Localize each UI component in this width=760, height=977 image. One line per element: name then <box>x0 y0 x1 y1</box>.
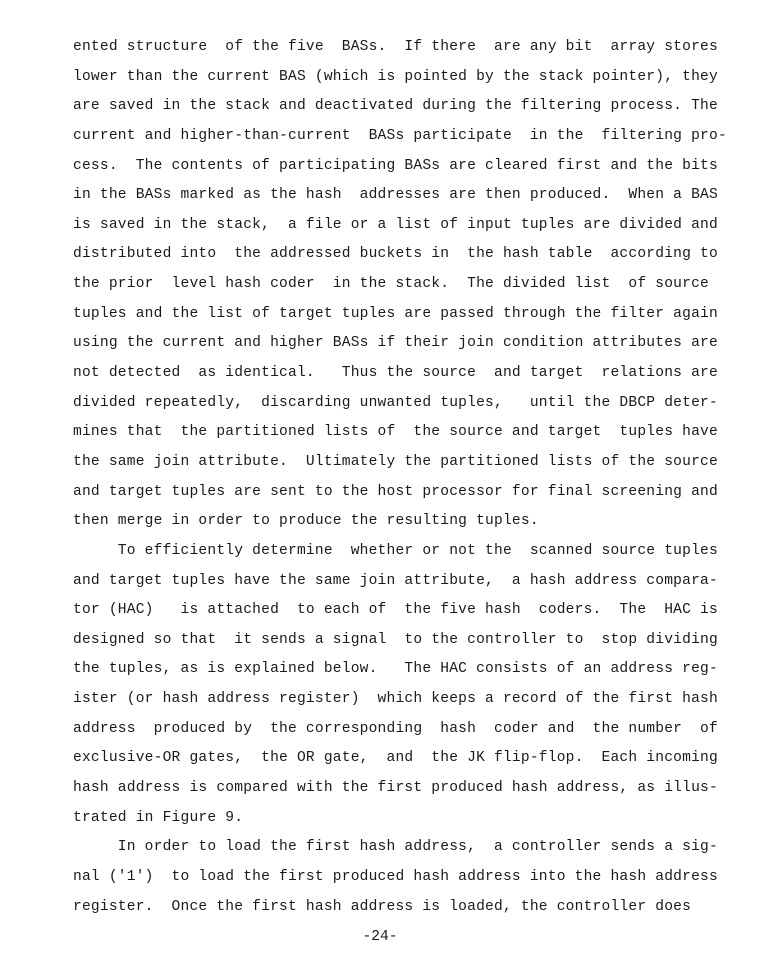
text-line: tuples and the list of target tuples are passed through the filter again <box>73 305 718 322</box>
text-line: ented structure of the five BASs. If there are any bit array stores <box>73 39 718 55</box>
text-line: address produced by the corresponding hash coder and the number of <box>73 720 718 737</box>
text-line: the tuples, as is explained below. The HAC consists of an address reg- <box>73 661 718 678</box>
text-line: To efficiently determine whether or not the scanned source tuples <box>73 542 718 559</box>
text-line: is saved in the stack, a file or a list of input tuples are divided and <box>73 216 718 233</box>
text-line: mines that the partitioned lists of the source and target tuples have <box>73 424 718 441</box>
text-line: using the current and higher BASs if their join condition attributes are <box>73 335 718 352</box>
text-line: hash address is compared with the first produced hash address, as illus- <box>73 780 718 797</box>
text-line: and target tuples have the same join attribute, a hash address compara- <box>73 572 718 589</box>
text-line: are saved in the stack and deactivated during the filtering process. The <box>73 98 718 115</box>
page-number: -24- <box>362 929 398 945</box>
text-line: the same join attribute. Ultimately the partitioned lists of the source <box>73 453 718 470</box>
text-line: trated in Figure 9. <box>73 809 244 826</box>
text-line: designed so that it sends a signal to the controller to stop dividing <box>73 631 718 648</box>
text-line: ister (or hash address register) which keeps a record of the first hash <box>73 691 718 708</box>
text-line: then merge in order to produce the resulting tuples. <box>73 513 539 530</box>
text-line: divided repeatedly, discarding unwanted tuples, until the DBCP deter- <box>73 394 718 411</box>
text-line: In order to load the first hash address, a controller sends a sig- <box>73 839 718 856</box>
text-line: cess. The contents of participating BASs are cleared first and the bits <box>73 157 718 174</box>
text-line: current and higher-than-current BASs participate in the filtering pro- <box>73 127 727 144</box>
text-line: nal ('1') to load the first produced hash address into the hash address <box>73 868 718 885</box>
text-line: and target tuples are sent to the host processor for final screening and <box>73 483 718 500</box>
text-line: distributed into the addressed buckets in the hash table according to <box>73 246 718 263</box>
text-line: tor (HAC) is attached to each of the five hash coders. The HAC is <box>73 602 718 619</box>
text-line: lower than the current BAS (which is pointed by the stack pointer), they <box>73 68 718 85</box>
text-line: in the BASs marked as the hash addresses are then produced. When a BAS <box>73 187 718 204</box>
body-text <box>73 33 727 922</box>
text-line: the prior level hash coder in the stack. The divided list of source <box>73 276 709 293</box>
text-line: exclusive-OR gates, the OR gate, and the JK flip-flop. Each incoming <box>73 750 718 767</box>
text-line: not detected as identical. Thus the source and target relations are <box>73 365 718 382</box>
text-line: register. Once the first hash address is loaded, the controller does <box>73 898 692 915</box>
